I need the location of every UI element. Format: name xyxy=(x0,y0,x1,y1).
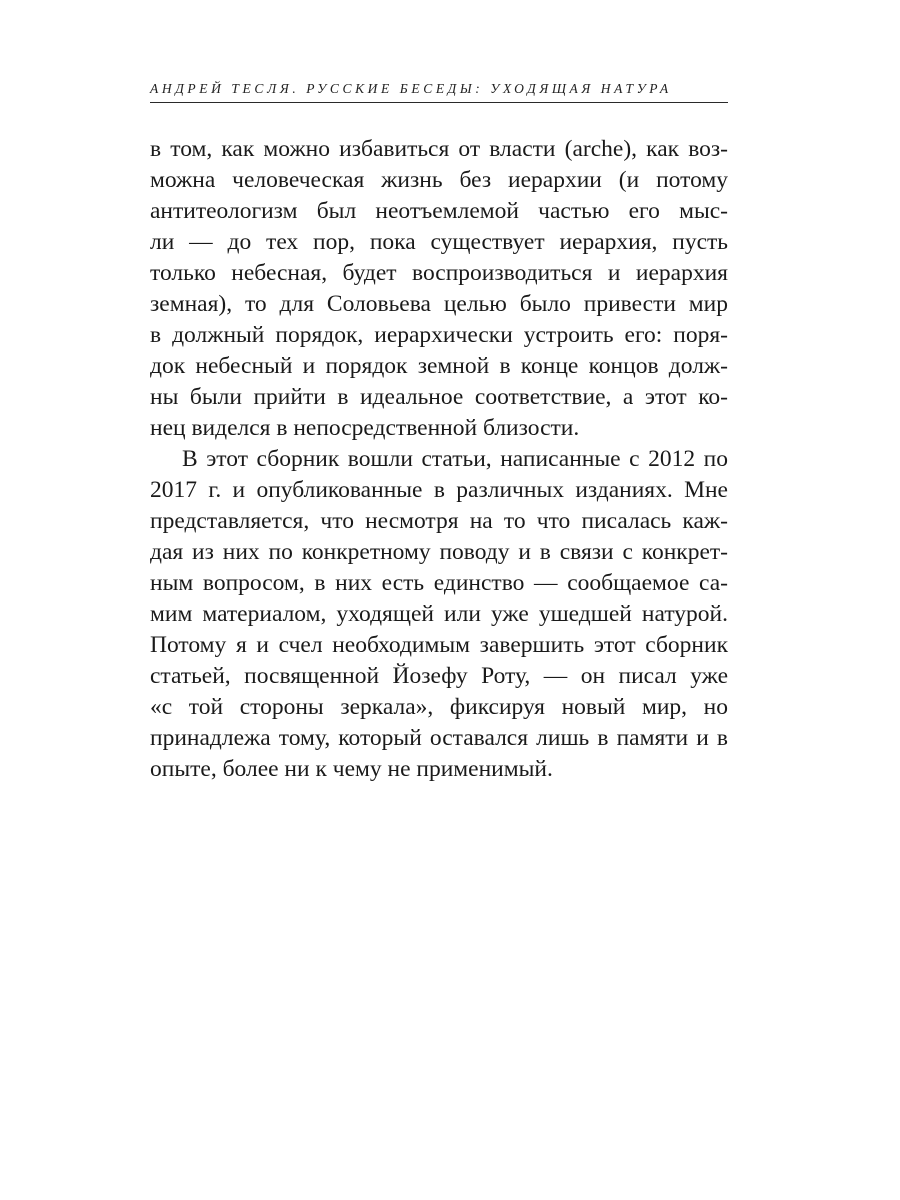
text-line: антитеологизм был неотъемлемой частью его мыс- xyxy=(150,198,728,224)
text-line: статьей, посвященной Йозефу Роту, — он писал уже xyxy=(150,663,728,689)
paragraph-1 xyxy=(150,134,728,444)
text-line: ным вопросом, в них есть единство — сообщаемое са- xyxy=(150,570,728,596)
text-line: принадлежа тому, который оставался лишь в памяти и в xyxy=(150,725,728,751)
text-line: В этот сборник вошли статьи, написанные с 2012 по xyxy=(182,446,728,472)
text-line: ли — до тех пор, пока существует иерархия, пусть xyxy=(150,229,728,255)
text-line: в том, как можно избавиться от власти (arche), как воз- xyxy=(150,136,728,162)
text-line: нец виделся в непосредственной близости. xyxy=(150,415,580,441)
text-line: мим материалом, уходящей или уже ушедшей натурой. xyxy=(150,601,728,627)
text-line: 2017 г. и опубликованные в различных изданиях. Мне xyxy=(150,477,728,503)
text-line: дая из них по конкретному поводу и в связи с конкрет- xyxy=(150,539,728,565)
text-line: только небесная, будет воспроизводиться и иерархия xyxy=(150,260,728,286)
text-line: представляется, что несмотря на то что писалась каж- xyxy=(150,508,728,534)
text-line: «с той стороны зеркала», фиксируя новый мир, но xyxy=(150,694,728,720)
text-line: ны были прийти в идеальное соответствие, а этот ко- xyxy=(150,384,728,410)
text-line: опыте, более ни к чему не применимый. xyxy=(150,756,553,782)
text-line: земная), то для Соловьева целью было привести мир xyxy=(150,291,728,317)
header-rule xyxy=(150,102,728,103)
body-text xyxy=(150,134,728,785)
text-line: в должный порядок, иерархически устроить его: поря- xyxy=(150,322,728,348)
paragraph-2 xyxy=(150,444,728,785)
text-line: Потому я и счел необходимым завершить этот сборник xyxy=(150,632,728,658)
text-line: можна человеческая жизнь без иерархии (и потому xyxy=(150,167,728,193)
running-head: АНДРЕЙ ТЕСЛЯ. РУССКИЕ БЕСЕДЫ: УХОДЯЩАЯ НАТУРА xyxy=(150,81,672,96)
text-line: док небесный и порядок земной в конце концов долж- xyxy=(150,353,728,379)
